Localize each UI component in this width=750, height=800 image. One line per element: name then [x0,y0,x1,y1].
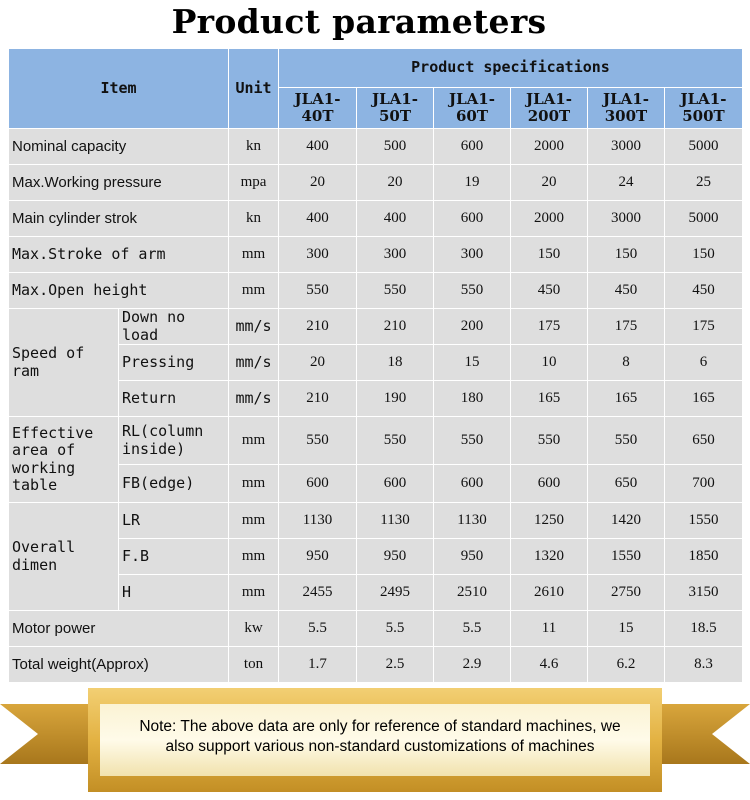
model-header: JLA1-40T [279,88,357,129]
unit-cell: mpa [229,165,279,201]
value-cell: 1550 [665,503,743,539]
value-cell: 2510 [434,575,511,611]
row-label: Max.Stroke of arm [9,237,229,273]
value-cell: 5.5 [279,611,357,647]
value-cell: 1130 [279,503,357,539]
value-cell: 10 [511,345,588,381]
sub-label: Return [119,381,229,417]
value-cell: 600 [434,129,511,165]
value-cell: 19 [434,165,511,201]
value-cell: 20 [279,345,357,381]
value-cell: 11 [511,611,588,647]
value-cell: 150 [511,237,588,273]
value-cell: 2455 [279,575,357,611]
value-cell: 700 [665,465,743,503]
value-cell: 165 [588,381,665,417]
group-label: Speed of ram [9,309,119,417]
row-label: Max.Open height [9,273,229,309]
value-cell: 6.2 [588,647,665,683]
value-cell: 550 [511,417,588,465]
value-cell: 300 [357,237,434,273]
note-text [100,717,660,757]
value-cell: 210 [279,381,357,417]
unit-cell: ton [229,647,279,683]
value-cell: 150 [588,237,665,273]
sub-label: FB(edge) [119,465,229,503]
row-label: Main cylinder strok [9,201,229,237]
value-cell: 20 [357,165,434,201]
value-cell: 550 [279,417,357,465]
value-cell: 1.7 [279,647,357,683]
value-cell: 175 [665,309,743,345]
value-cell: 5000 [665,201,743,237]
value-cell: 550 [357,273,434,309]
header-row [9,49,743,88]
value-cell: 950 [279,539,357,575]
value-cell: 950 [357,539,434,575]
unit-cell: kw [229,611,279,647]
value-cell: 950 [434,539,511,575]
table-row [9,345,743,381]
table-row [9,647,743,683]
table-row [9,575,743,611]
table-row [9,273,743,309]
value-cell: 18.5 [665,611,743,647]
value-cell: 2610 [511,575,588,611]
model-header: JLA1-200T [511,88,588,129]
value-cell: 2000 [511,201,588,237]
table-row [9,165,743,201]
unit-cell: mm [229,465,279,503]
value-cell: 3000 [588,201,665,237]
value-cell: 450 [511,273,588,309]
group-label: Effective area of working table [9,417,119,503]
value-cell: 550 [357,417,434,465]
value-cell: 15 [588,611,665,647]
value-cell: 1850 [665,539,743,575]
model-header: JLA1-300T [588,88,665,129]
value-cell: 210 [357,309,434,345]
table-row [9,309,743,345]
value-cell: 150 [665,237,743,273]
value-cell: 175 [588,309,665,345]
sub-label: F.B [119,539,229,575]
table-row [9,611,743,647]
unit-cell: mm/s [229,309,279,345]
header-unit: Unit [229,49,279,129]
value-cell: 2000 [511,129,588,165]
unit-cell: mm [229,417,279,465]
value-cell: 2.5 [357,647,434,683]
value-cell: 4.6 [511,647,588,683]
value-cell: 650 [588,465,665,503]
value-cell: 18 [357,345,434,381]
value-cell: 400 [279,129,357,165]
note-line-2: also support various non-standard customizations of machines [165,738,595,755]
product-parameters-table [8,48,743,683]
value-cell: 1320 [511,539,588,575]
unit-cell: mm/s [229,345,279,381]
table-row [9,129,743,165]
table-row [9,381,743,417]
value-cell: 650 [665,417,743,465]
value-cell: 600 [511,465,588,503]
unit-cell: kn [229,129,279,165]
value-cell: 1130 [434,503,511,539]
value-cell: 1550 [588,539,665,575]
value-cell: 15 [434,345,511,381]
value-cell: 550 [588,417,665,465]
value-cell: 1420 [588,503,665,539]
unit-cell: kn [229,201,279,237]
sub-label: Pressing [119,345,229,381]
value-cell: 190 [357,381,434,417]
value-cell: 2750 [588,575,665,611]
table-row [9,465,743,503]
value-cell: 450 [665,273,743,309]
group-label: Overall dimen [9,503,119,611]
value-cell: 300 [434,237,511,273]
value-cell: 8 [588,345,665,381]
value-cell: 165 [665,381,743,417]
value-cell: 20 [279,165,357,201]
value-cell: 180 [434,381,511,417]
value-cell: 175 [511,309,588,345]
value-cell: 600 [434,465,511,503]
value-cell: 2495 [357,575,434,611]
value-cell: 400 [279,201,357,237]
value-cell: 165 [511,381,588,417]
value-cell: 8.3 [665,647,743,683]
value-cell: 450 [588,273,665,309]
value-cell: 550 [279,273,357,309]
value-cell: 1250 [511,503,588,539]
header-item: Item [9,49,229,129]
value-cell: 550 [434,273,511,309]
sub-label: Down no load [119,309,229,345]
value-cell: 500 [357,129,434,165]
sub-label: LR [119,503,229,539]
sub-label: RL(column inside) [119,417,229,465]
note-line-1: Note: The above data are only for reference of standard machines, we [139,718,621,735]
value-cell: 550 [434,417,511,465]
value-cell: 5.5 [434,611,511,647]
model-header: JLA1-500T [665,88,743,129]
unit-cell: mm [229,503,279,539]
unit-cell: mm [229,575,279,611]
value-cell: 6 [665,345,743,381]
value-cell: 5000 [665,129,743,165]
value-cell: 300 [279,237,357,273]
table-row [9,237,743,273]
table-row [9,417,743,465]
sub-label: H [119,575,229,611]
unit-cell: mm [229,237,279,273]
value-cell: 25 [665,165,743,201]
row-label: Max.Working pressure [9,165,229,201]
unit-cell: mm [229,273,279,309]
value-cell: 24 [588,165,665,201]
value-cell: 3150 [665,575,743,611]
value-cell: 20 [511,165,588,201]
row-label: Nominal capacity [9,129,229,165]
value-cell: 2.9 [434,647,511,683]
value-cell: 210 [279,309,357,345]
header-specifications: Product specifications [279,49,743,88]
value-cell: 3000 [588,129,665,165]
table-row [9,539,743,575]
unit-cell: mm [229,539,279,575]
row-label: Total weight(Approx) [9,647,229,683]
value-cell: 600 [434,201,511,237]
value-cell: 1130 [357,503,434,539]
model-header: JLA1-60T [434,88,511,129]
table-row [9,503,743,539]
value-cell: 200 [434,309,511,345]
value-cell: 5.5 [357,611,434,647]
model-header: JLA1-50T [357,88,434,129]
value-cell: 400 [357,201,434,237]
value-cell: 600 [357,465,434,503]
unit-cell: mm/s [229,381,279,417]
value-cell: 600 [279,465,357,503]
table-row [9,201,743,237]
row-label: Motor power [9,611,229,647]
page-title: Product parameters [171,2,547,41]
